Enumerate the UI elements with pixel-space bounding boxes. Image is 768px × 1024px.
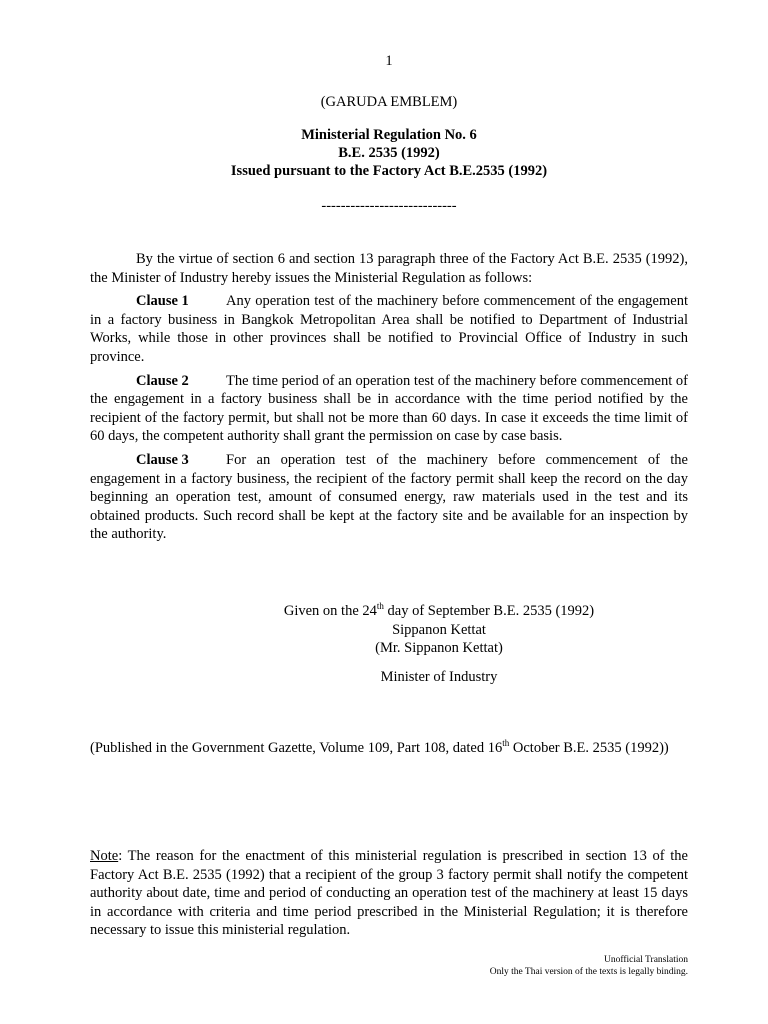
publication-notice: (Published in the Government Gazette, Volume 109, Part 108, dated 16th October B.E. 2535 (1992)) <box>90 738 669 756</box>
clause-paragraph <box>90 372 688 446</box>
note-text: : The reason for the enactment of this ministerial regulation is prescribed in section 13 of the Factory Act B.E. 2535 (1992) that a recipient of the group 3 factory permit shall notify the competent authority about date, time and period of conducting an operation test of the machinery at least 15 days in accordance with criteria and time period prescribed in the Ministerial Regulation; it is therefore necessary to issue this ministerial regulation. <box>90 848 688 939</box>
divider-line: ---------------------------- <box>321 198 457 214</box>
regulation-body <box>90 250 688 549</box>
given-date: Given on the 24th day of September B.E. 2535 (1992) <box>283 601 595 619</box>
page-number: 1 <box>385 53 393 69</box>
signature-block <box>0 602 768 686</box>
title-line-3: Issued pursuant to the Factory Act B.E.2535 (1992) <box>230 163 548 179</box>
disclaimer-line-1: Unofficial Translation <box>603 955 688 965</box>
title-line-1: Ministerial Regulation No. 6 <box>301 127 477 143</box>
document-title <box>0 126 768 180</box>
clause-text: For an operation test of the machinery before commencement of the engagement in a factory business, the recipient of the factory permit shall keep the record on the day beginning an operation test, amount of consumed energy, raw materials used in the test and its obtained products. Such record shall be kept at the factory site and be available for an inspection by the authority. <box>90 451 688 543</box>
note-label: Note <box>90 848 119 864</box>
clause-text: The time period of an operation test of the machinery before commencement of the engagement in a factory business shall be in accordance with the time period notified by the recipient of the factory permit, but shall not be more than 60 days. In case it exceeds the time limit of 60 days, the competent authority shall grant the permission on case by case basis. <box>90 372 688 445</box>
signatory-name: Sippanon Kettat <box>392 621 486 638</box>
signatory-position: Minister of Industry <box>380 668 498 685</box>
clause-text: Any operation test of the machinery before commencement of the engagement in a factory business in Bangkok Metropolitan Area shall be notified to Department of Industrial Works, while those in other provinces shall be notified to Provincial Office of Industry in such province. <box>90 293 688 365</box>
disclaimer-line-2: Only the Thai version of the texts is legally binding. <box>489 966 688 977</box>
preamble-paragraph: By the virtue of section 6 and section 13 paragraph three of the Factory Act B.E. 2535 (1992), the Minister of Industry hereby issues the Ministerial Regulation as follows: <box>90 251 688 286</box>
translation-disclaimer <box>490 955 688 978</box>
note-paragraph <box>90 847 688 940</box>
signatory-name-parenthetical: (Mr. Sippanon Kettat) <box>375 640 503 657</box>
clause-label: Clause 1 <box>136 293 189 310</box>
emblem-placeholder: (GARUDA EMBLEM) <box>320 94 458 110</box>
clause-label: Clause 2 <box>136 372 189 389</box>
clause-paragraph <box>90 451 688 544</box>
clause-label: Clause 3 <box>136 451 189 468</box>
clause-paragraph <box>90 292 688 366</box>
title-line-2: B.E. 2535 (1992) <box>338 145 440 161</box>
